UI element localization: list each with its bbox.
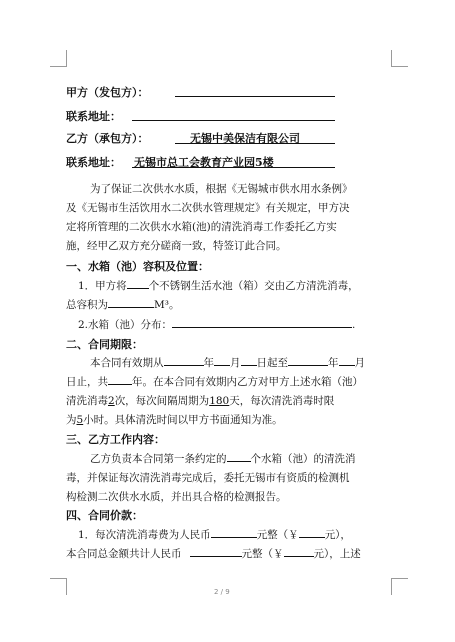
section2-line3 <box>66 393 334 408</box>
party-b-name: 无锡中美保洁有限公司 <box>190 132 300 145</box>
section4-text: 本合同总金额共计人民币 <box>66 548 182 560</box>
section2-text: 月 <box>230 357 241 369</box>
section2-text: 月 <box>354 357 365 369</box>
section2-text: 为 <box>66 414 77 426</box>
page-number: 2 / 9 <box>214 588 230 596</box>
section4-text: 元）， <box>324 529 351 541</box>
start-year-blank <box>164 356 204 366</box>
volume-blank <box>108 298 154 308</box>
party-b-name-underline <box>175 143 335 144</box>
section3-line3: 构检测二次供水水质，并出具合格的检测报告。 <box>66 491 287 503</box>
end-year-blank <box>288 356 328 366</box>
margin-corner-mark <box>391 578 408 595</box>
section1-item1 <box>78 278 359 293</box>
section3-line1 <box>90 451 356 466</box>
section3-line2: 毒，并保证每次清洗消毒完成后，委托无锡市有资质的检测机 <box>66 472 350 484</box>
years-blank <box>108 375 132 385</box>
party-b-label-text: 乙方（承包方）： <box>66 132 149 145</box>
section1-heading: 一、水箱（池）容积及位置： <box>66 260 209 273</box>
section4-text: 1．每次清洗消毒费为人民币 <box>78 529 211 541</box>
section1-item1-text: 1．甲方将 <box>78 280 127 292</box>
party-b-address-underline <box>132 167 335 168</box>
section2-text: 本合同有效期从 <box>90 357 164 369</box>
section4-heading: 四、合同价款： <box>66 509 143 522</box>
section1-volume <box>66 297 179 312</box>
tank-count-blank <box>227 452 251 462</box>
party-b-address: 无锡市总工会教育产业园5楼 <box>134 156 274 169</box>
cleaning-count: 2 <box>108 395 115 407</box>
location-blank <box>172 318 352 328</box>
section1-volume-label: 总容积为 <box>66 299 108 311</box>
margin-corner-mark <box>50 578 67 595</box>
section1-item2-label: 2.水箱（池）分布： <box>78 319 173 331</box>
section1-item2-end: . <box>352 319 356 331</box>
per-cleaning-fee-number-blank <box>299 528 325 538</box>
section2-text: 日起至 <box>256 357 288 369</box>
margin-corner-mark <box>50 50 67 67</box>
section3-text: 个水箱（池）的清洗消 <box>250 453 356 465</box>
section3-text: 乙方负责本合同第一条约定的 <box>90 453 227 465</box>
section4-line1 <box>78 527 351 542</box>
per-cleaning-fee-blank <box>211 528 257 538</box>
end-month-blank <box>339 356 355 366</box>
tank-count-blank <box>127 279 149 289</box>
duration-hours: 5 <box>76 414 84 426</box>
section4-text: 元整（￥ <box>256 529 299 541</box>
party-b-address-label: 联系地址： <box>66 156 121 169</box>
section1-item1-text: 个不锈钢生活水池（箱）交由乙方清洗消毒， <box>148 280 359 292</box>
section4-text: 元整（￥ <box>241 548 284 560</box>
section1-volume-unit: M³。 <box>154 299 180 311</box>
section2-line4 <box>66 412 283 427</box>
section2-heading: 二、合同期限： <box>66 338 143 351</box>
section1-item2 <box>78 317 355 332</box>
party-a-name-blank <box>175 96 335 97</box>
section4-line2 <box>66 546 361 561</box>
margin-corner-mark <box>391 50 408 67</box>
start-day-blank <box>241 356 257 366</box>
section2-text: 小时。具体清洗时间以甲方书面通知为准。 <box>83 414 283 426</box>
interval-days: 180 <box>209 395 230 407</box>
intro-line: 及《无锡市生活饮用水二次供水管理规定》有关规定，甲方决 <box>66 202 350 214</box>
section2-line2 <box>66 374 363 389</box>
section2-text: 年。在本合同有效期内乙方对甲方上述水箱（池） <box>132 376 363 388</box>
total-amount-number-blank <box>284 547 314 557</box>
total-amount-blank <box>190 547 242 557</box>
party-b-label <box>66 130 149 146</box>
party-a-address-blank <box>132 120 335 121</box>
section2-text: 清洗消毒 <box>66 395 108 407</box>
party-a-label: 甲方（发包方）： <box>66 86 149 99</box>
section3-heading: 三、乙方工作内容： <box>66 433 165 446</box>
section2-text: 天，每次清洗消毒时限 <box>229 395 335 407</box>
intro-line: 定将所管理的二次供水水箱(池)的清洗消毒工作委托乙方实 <box>66 221 337 233</box>
section2-text: 年 <box>203 357 214 369</box>
section2-text: 年 <box>328 357 339 369</box>
section2-text: 日止，共 <box>66 376 108 388</box>
intro-line: 为了保证二次供水水质，根据《无锡城市供水用水条例》 <box>90 183 353 195</box>
section2-text: 次，每次间隔周期为 <box>114 395 210 407</box>
section2-line1 <box>90 355 365 370</box>
start-month-blank <box>214 356 230 366</box>
party-a-address-label: 联系地址： <box>66 110 121 123</box>
section4-text: 元），上述 <box>313 548 361 560</box>
intro-line: 施，经甲乙双方充分磋商一致，特签订此合同。 <box>66 240 287 252</box>
